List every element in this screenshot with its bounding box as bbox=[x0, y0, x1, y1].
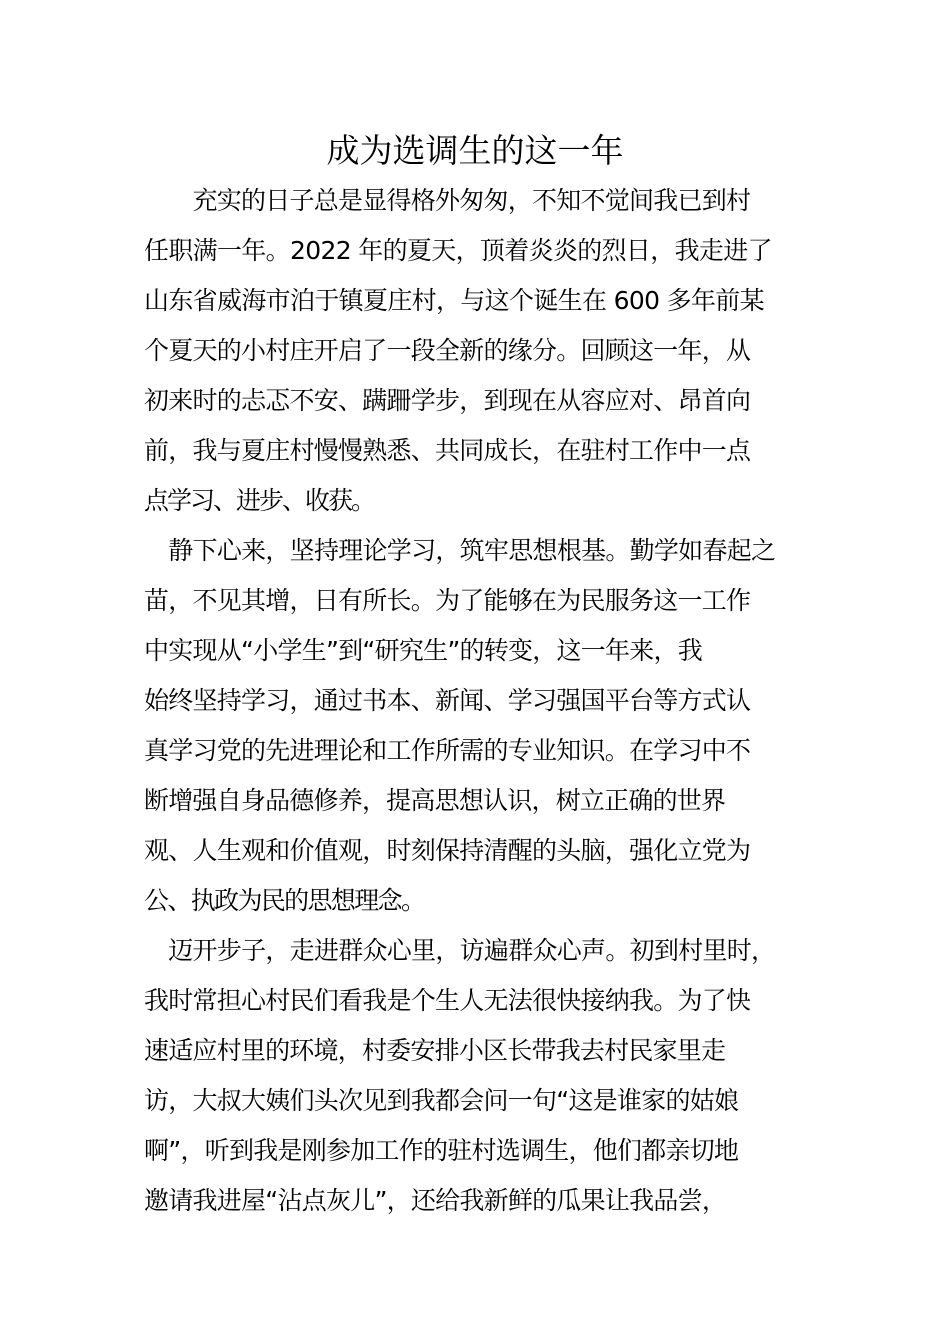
body-text-line: 山东省威海市泊于镇夏庄村，与这个诞生在 600 多年前某 bbox=[144, 286, 764, 315]
body-text-line: 个夏天的小村庄开启了一段全新的缘分。回顾这一年，从 bbox=[144, 336, 751, 365]
body-text-line: 访，大叔大姨们头次见到我都会问一句“这是谁家的姑娘 bbox=[144, 1086, 739, 1115]
body-text-line: 充实的日子总是显得格外匆匆，不知不觉间我已到村 bbox=[144, 186, 751, 215]
body-text-line: 始终坚持学习，通过书本、新闻、学习强国平台等方式认 bbox=[144, 686, 751, 715]
body-text-line: 观、人生观和价值观，时刻保持清醒的头脑，强化立党为 bbox=[144, 836, 751, 865]
body-text-line: 我时常担心村民们看我是个生人无法很快接纳我。为了快 bbox=[144, 986, 751, 1015]
body-text-line: 公、执政为民的思想理念。 bbox=[144, 886, 425, 915]
body-text-line: 中实现从“小学生”到“研究生”的转变，这一年来，我 bbox=[144, 636, 703, 665]
document-title: 成为选调生的这一年 bbox=[326, 131, 624, 170]
body-text-line: 苗，不见其增，日有所长。为了能够在为民服务这一工作 bbox=[144, 586, 751, 615]
body-text-line: 邀请我进屋“沾点灰儿”，还给我新鲜的瓜果让我品尝， bbox=[144, 1186, 727, 1215]
body-text-line: 前，我与夏庄村慢慢熟悉、共同成长，在驻村工作中一点 bbox=[144, 436, 751, 465]
body-text-line: 静下心来，坚持理论学习，筑牢思想根基。勤学如春起之 bbox=[144, 536, 776, 565]
body-text-line: 迈开步子，走进群众心里，访遍群众心声。初到村里时， bbox=[144, 936, 776, 965]
body-text-line: 点学习、进步、收获。 bbox=[144, 486, 375, 515]
body-text-line: 速适应村里的环境，村委安排小区长带我去村民家里走 bbox=[144, 1036, 726, 1065]
body-text-line: 任职满一年。2022 年的夏天，顶着炎炎的烈日，我走进了 bbox=[144, 236, 772, 265]
body-text-line: 初来时的忐忑不安、蹒跚学步，到现在从容应对、昂首向 bbox=[144, 386, 751, 415]
body-text-line: 断增强自身品德修养，提高思想认识，树立正确的世界 bbox=[144, 786, 726, 815]
body-text-line: 啊”，听到我是刚参加工作的驻村选调生，他们都亲切地 bbox=[144, 1136, 739, 1165]
body-text-line: 真学习党的先进理论和工作所需的专业知识。在学习中不 bbox=[144, 736, 751, 765]
